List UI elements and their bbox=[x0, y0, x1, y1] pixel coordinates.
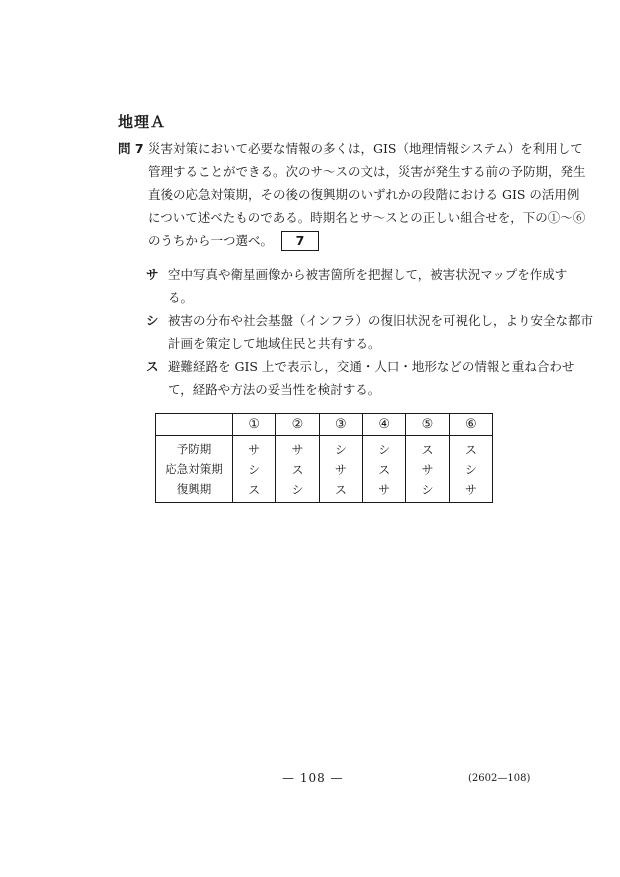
statement-line-2: る。 bbox=[168, 290, 194, 305]
table-cell: サ bbox=[319, 459, 362, 479]
table-cell: シ bbox=[276, 479, 319, 503]
table-cell: サ bbox=[362, 479, 405, 503]
table-cell: シ bbox=[319, 436, 362, 460]
statement-line-1: 避難経路を GIS 上で表示し，交通・人口・地形などの情報と重ね合わせ bbox=[168, 359, 575, 374]
table-cell: ス bbox=[233, 479, 276, 503]
row-label: 応急対策期 bbox=[156, 459, 233, 479]
table-cell: ス bbox=[276, 459, 319, 479]
question-text-line-1: 災害対策において必要な情報の多くは，GIS（地理情報システム）を利用して bbox=[148, 141, 583, 156]
subject-title: 地理Ａ bbox=[118, 113, 167, 131]
question-number: 問 7 bbox=[118, 141, 144, 156]
question-text-line-4: について述べたものである。時期名とサ～スとの正しい組合せを，下の①～⑥ bbox=[148, 210, 586, 225]
row-label: 復興期 bbox=[156, 479, 233, 503]
question-text-line-5 bbox=[148, 229, 319, 252]
table-header-row bbox=[156, 414, 493, 436]
option-5-header: ⑤ bbox=[406, 414, 449, 436]
statement-line-1: 空中写真や衛星画像から被害箇所を把握して，被害状況マップを作成す bbox=[168, 267, 568, 282]
question-text-line-3: 直後の応急対策期，その後の復興期のいずれかの段階における GIS の活用例 bbox=[148, 187, 580, 202]
answer-number-box: 7 bbox=[281, 231, 319, 251]
question-text-line-5-text: のうちから一つ選べ。 bbox=[148, 233, 274, 248]
table-cell: ス bbox=[362, 459, 405, 479]
page-number: — 108 — bbox=[282, 771, 344, 785]
statement-mark: ス bbox=[146, 359, 159, 374]
table-row bbox=[156, 436, 493, 460]
statement-line-2: 計画を策定して地域住民と共有する。 bbox=[168, 336, 381, 351]
table-cell: ス bbox=[406, 436, 449, 460]
answer-choice-table bbox=[155, 413, 493, 503]
option-4-header: ④ bbox=[362, 414, 405, 436]
table-cell: ス bbox=[319, 479, 362, 503]
table-corner-cell bbox=[156, 414, 233, 436]
option-1-header: ① bbox=[233, 414, 276, 436]
table-row bbox=[156, 459, 493, 479]
table-cell: シ bbox=[449, 459, 492, 479]
statement-mark: シ bbox=[146, 313, 159, 328]
table-cell: サ bbox=[276, 436, 319, 460]
table-cell: サ bbox=[406, 459, 449, 479]
document-code: (2602—108) bbox=[468, 773, 531, 784]
table-cell: シ bbox=[406, 479, 449, 503]
table-cell: シ bbox=[362, 436, 405, 460]
statement-line-2: て，経路や方法の妥当性を検討する。 bbox=[168, 382, 381, 397]
table-cell: ス bbox=[449, 436, 492, 460]
statement-mark: サ bbox=[146, 267, 159, 282]
option-2-header: ② bbox=[276, 414, 319, 436]
table-cell: サ bbox=[233, 436, 276, 460]
question-text-line-2: 管理することができる。次のサ～スの文は，災害が発生する前の予防期，発生 bbox=[148, 164, 586, 179]
row-label: 予防期 bbox=[156, 436, 233, 460]
table-cell: サ bbox=[449, 479, 492, 503]
table-row bbox=[156, 479, 493, 503]
option-6-header: ⑥ bbox=[449, 414, 492, 436]
table-cell: シ bbox=[233, 459, 276, 479]
statement-line-1: 被害の分布や社会基盤（インフラ）の復旧状況を可視化し，より安全な都市 bbox=[168, 313, 594, 328]
option-3-header: ③ bbox=[319, 414, 362, 436]
